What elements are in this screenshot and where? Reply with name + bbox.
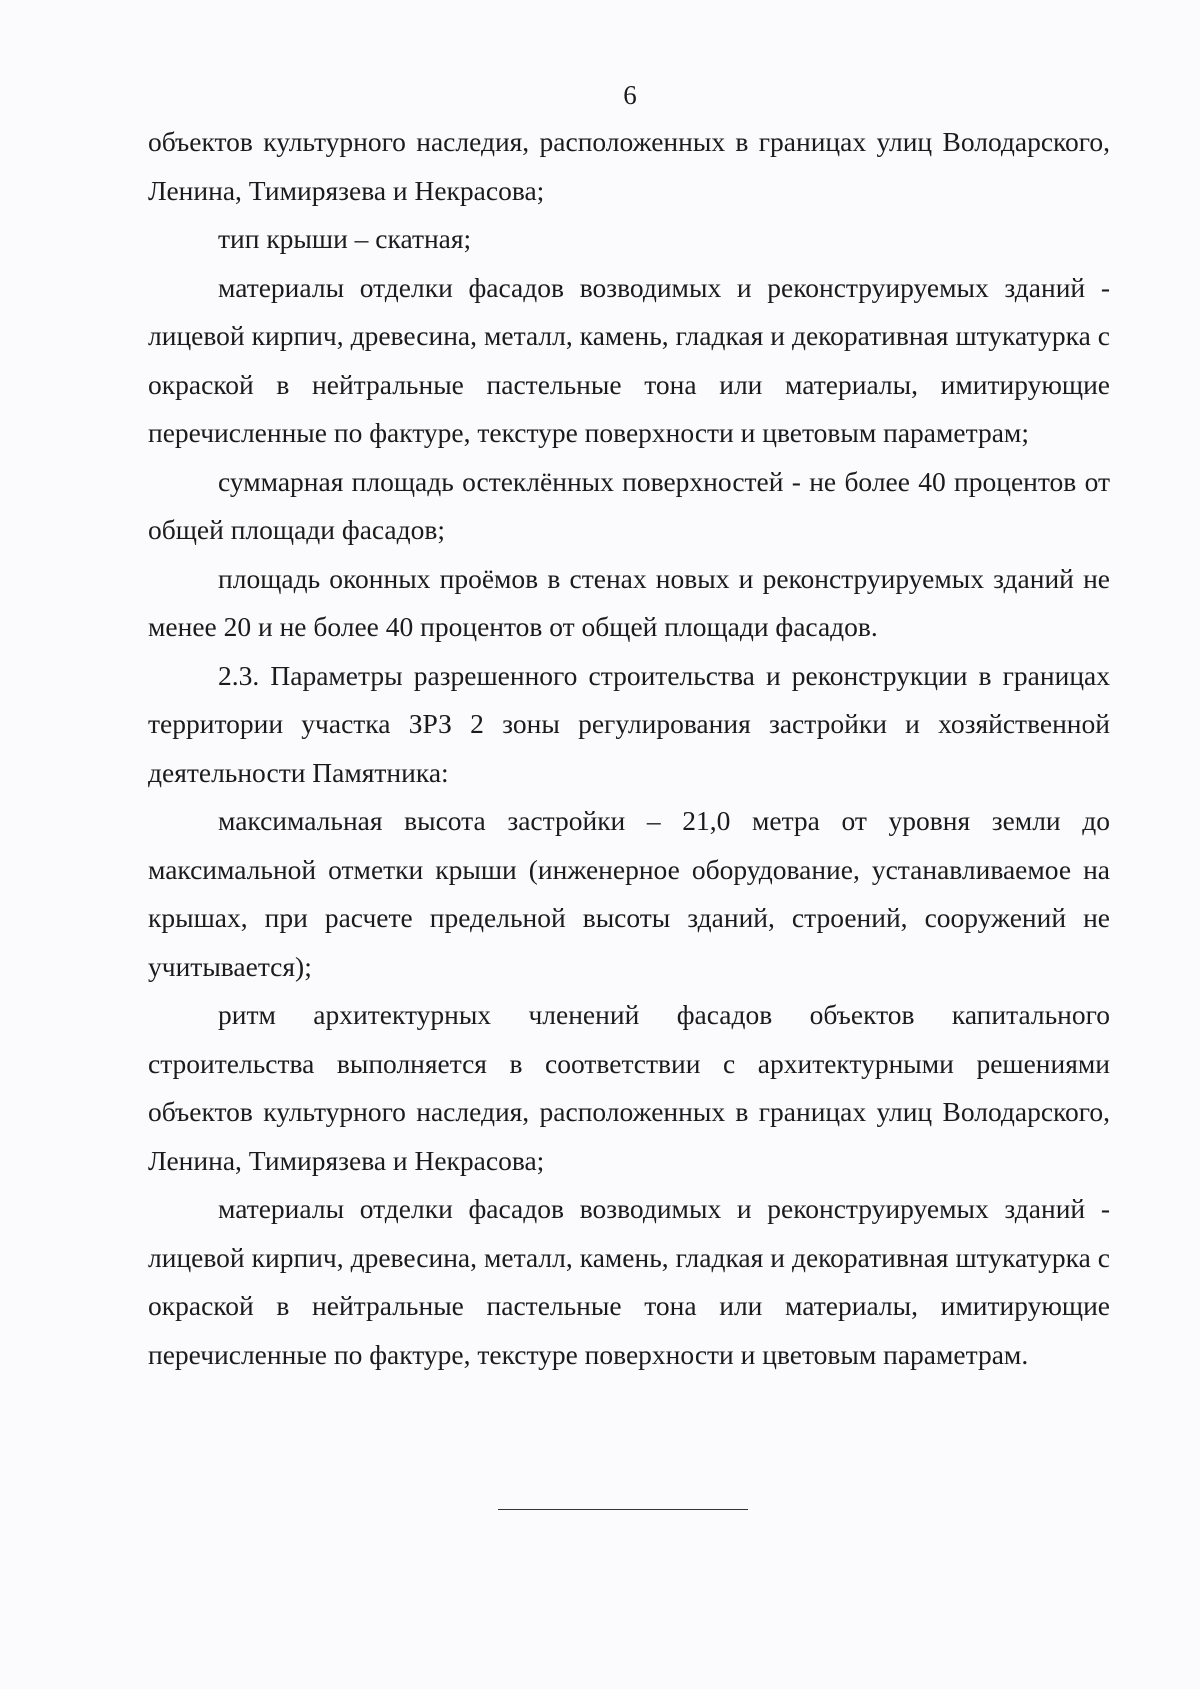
page-number: 6 bbox=[623, 80, 637, 110]
paragraph: материалы отделки фасадов возводимых и реконструируемых зданий - лицевой кирпич, древесина, металл, камень, гладкая и декоративная штукатурка с окраской в нейтральные пастельные тона или материалы, имитирующие перечисленные по фактуре, текстуре поверхности и цветовым параметрам. bbox=[148, 1193, 1110, 1370]
end-of-document-rule bbox=[498, 1509, 748, 1510]
paragraph: материалы отделки фасадов возводимых и реконструируемых зданий - лицевой кирпич, древесина, металл, камень, гладкая и декоративная штукатурка с окраской в нейтральные пастельные тона или материалы, имитирующие перечисленные по фактуре, текстуре поверхности и цветовым параметрам; bbox=[148, 271, 1110, 448]
paragraph: объектов культурного наследия, расположенных в границах улиц Володарского, Ленина, Тимирязева и Некрасова; bbox=[148, 126, 1110, 206]
paragraph: максимальная высота застройки – 21,0 метра от уровня земли до максимальной отметки крыши (инженерное оборудование, устанавливаемое на крышах, при расчете предельной высоты зданий, строений, сооружений не учитывается); bbox=[148, 805, 1110, 982]
paragraph: 2.3. Параметры разрешенного строительства и реконструкции в границах территории участка ЗРЗ 2 зоны регулирования застройки и хозяйственной деятельности Памятника: bbox=[148, 659, 1110, 788]
paragraph: тип крыши – скатная; bbox=[218, 223, 472, 254]
paragraph: ритм архитектурных членений фасадов объектов капитального строительства выполняется в соответствии с архитектурными решениями объектов культурного наследия, расположенных в границах улиц Володарского, Ленина, Тимирязева и Некрасова; bbox=[148, 999, 1110, 1176]
paragraph: суммарная площадь остеклённых поверхностей - не более 40 процентов от общей площади фасадов; bbox=[148, 465, 1110, 545]
paragraph: площадь оконных проёмов в стенах новых и реконструируемых зданий не менее 20 и не более 40 процентов от общей площади фасадов. bbox=[148, 562, 1110, 642]
document-body bbox=[148, 118, 1110, 1379]
